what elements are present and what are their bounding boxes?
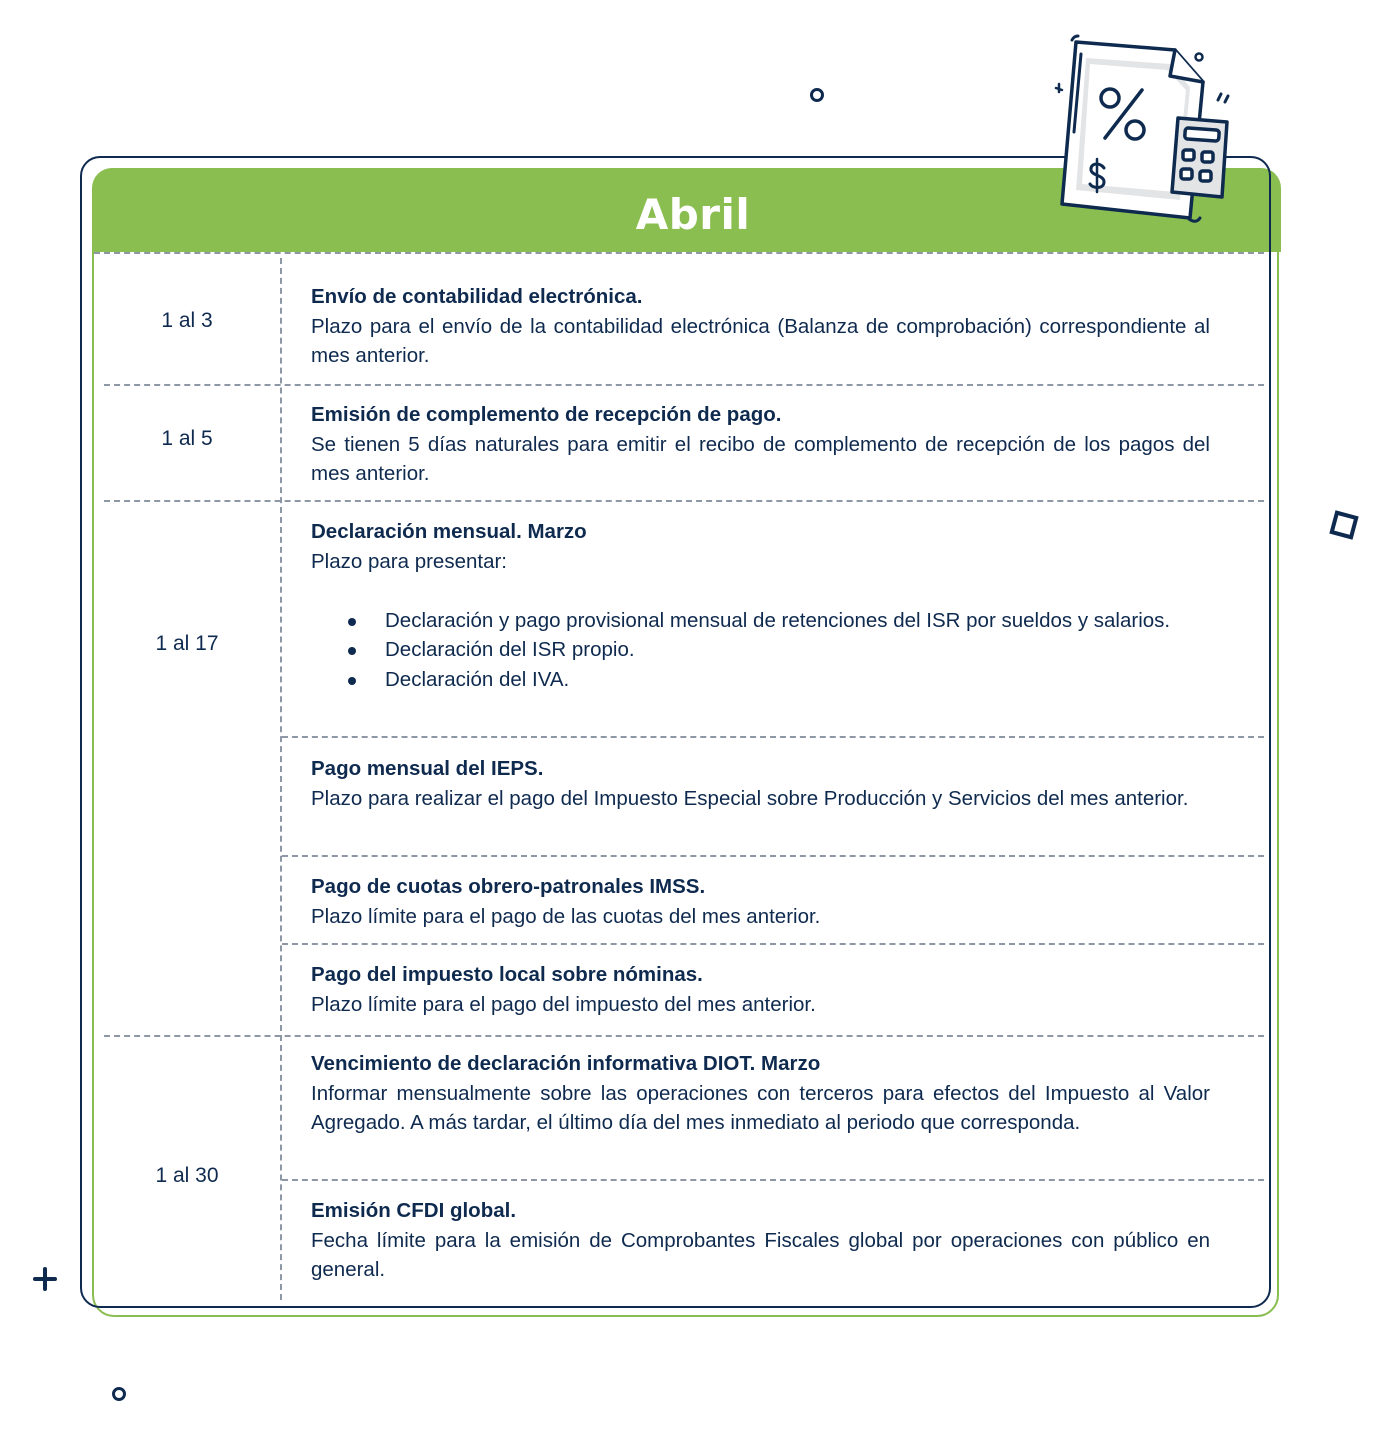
obligation-entry <box>311 517 1210 694</box>
list-item-text: Declaración del ISR propio. <box>385 638 635 661</box>
list-item <box>311 635 1210 665</box>
obligation-entry <box>311 960 1210 1019</box>
date-range: 1 al 5 <box>161 427 213 450</box>
obligation-entry <box>311 282 1210 371</box>
divider <box>282 855 1264 857</box>
obligation-entry <box>311 754 1210 813</box>
entry-description: Fecha límite para la emisión de Comprobantes Fiscales global por operaciones con público en general. <box>311 1228 1210 1281</box>
obligation-entry <box>311 872 1210 931</box>
divider <box>104 500 1264 502</box>
entry-title: Envío de contabilidad electrónica. <box>311 285 643 308</box>
obligation-entry <box>311 1196 1210 1285</box>
circle-icon <box>808 86 826 104</box>
circle-icon <box>110 1385 128 1403</box>
divider <box>282 1179 1264 1181</box>
date-range: 1 al 30 <box>155 1164 219 1187</box>
obligation-list <box>311 606 1210 695</box>
list-item-text: Declaración y pago provisional mensual de retenciones del ISR por sueldos y salarios. <box>385 608 1171 632</box>
obligation-entry <box>311 1049 1210 1138</box>
bullet-icon <box>348 677 356 685</box>
entry-description: Plazo límite para el pago de las cuotas del mes anterior. <box>311 904 821 928</box>
list-item-text: Declaración del IVA. <box>385 667 570 691</box>
entry-title: Emisión CFDI global. <box>311 1199 517 1222</box>
divider <box>94 252 1264 254</box>
entry-description: Plazo para el envío de la contabilidad electrónica (Balanza de comprobación) correspondiente al mes anterior. <box>311 314 1210 367</box>
bullet-icon <box>348 618 356 626</box>
date-range: 1 al 3 <box>161 309 213 332</box>
entry-description: Plazo para realizar el pago del Impuesto Especial sobre Producción y Servicios del mes anterior. <box>311 786 1189 810</box>
entry-description: Informar mensualmente sobre las operaciones con terceros para efectos del Impuesto al Valor Agregado. A más tardar, el último día del mes inmediato al periodo que corresponda. <box>311 1081 1210 1134</box>
square-icon <box>1325 508 1365 544</box>
bullet-icon <box>348 647 356 655</box>
entry-title: Pago mensual del IEPS. <box>311 757 544 780</box>
entry-description: Se tienen 5 días naturales para emitir el recibo de complemento de recepción de los pagos del mes anterior. <box>311 432 1210 485</box>
divider <box>104 1035 1264 1037</box>
entry-title: Vencimiento de declaración informativa DIOT. Marzo <box>311 1052 821 1075</box>
entry-title: Pago del impuesto local sobre nóminas. <box>311 963 703 986</box>
entry-title: Emisión de complemento de recepción de pago. <box>311 403 782 426</box>
entry-description: Plazo para presentar: <box>311 549 508 573</box>
column-divider <box>280 258 282 1300</box>
list-item <box>311 665 1210 695</box>
list-item <box>311 606 1210 636</box>
divider <box>104 384 1264 386</box>
date-range: 1 al 17 <box>155 632 219 655</box>
entry-title: Declaración mensual. Marzo <box>311 520 587 543</box>
obligation-entry <box>311 400 1210 489</box>
divider <box>282 736 1264 738</box>
month-title: Abril <box>635 190 751 239</box>
entry-description: Plazo límite para el pago del impuesto del mes anterior. <box>311 992 816 1016</box>
entry-title: Pago de cuotas obrero-patronales IMSS. <box>311 875 706 898</box>
document-percent-calculator-icon <box>1050 32 1240 232</box>
plus-icon <box>32 1266 58 1292</box>
divider <box>282 943 1264 945</box>
